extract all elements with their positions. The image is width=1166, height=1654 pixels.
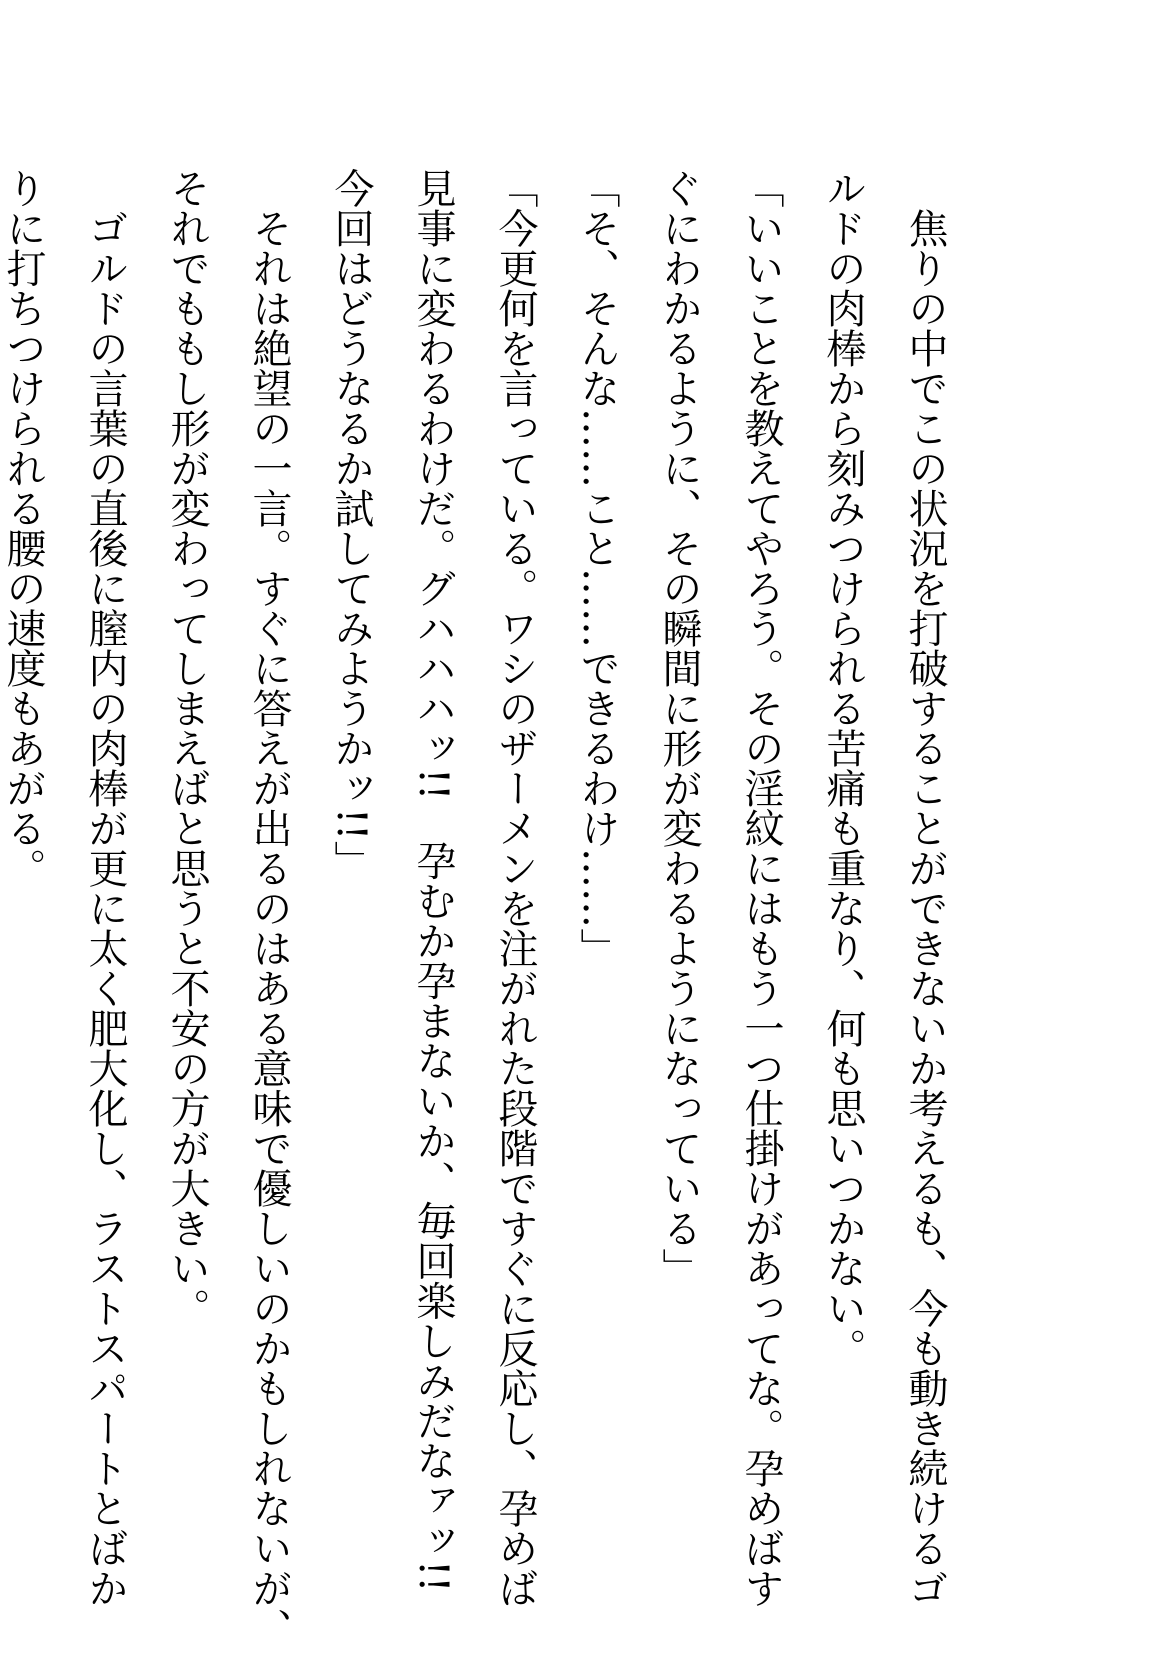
vertical-text-body	[0, 168, 966, 1648]
text-line: 「今更何を言っている。ワシのザーメンを注がれた段階ですぐに反応し、孕めば	[492, 168, 538, 1608]
text-line: 「いいことを教えてやろう。その淫紋にはもう一つ仕掛けがあってな。孕めばす	[738, 168, 784, 1608]
text-line: それは絶望の一言。すぐに答えが出るのはある意味で優しいのかもしれないが、	[246, 168, 292, 1648]
text-line: ルドの肉棒から刻みつけられる苦痛も重なり、何も思いつかない。	[820, 168, 866, 1368]
text-line: 「そ、そんな……こと……できるわけ……」	[574, 168, 620, 968]
text-line: ゴルドの言葉の直後に膣内の肉棒が更に太く肥大化し、ラストスパートとばか	[82, 168, 128, 1608]
text-line: それでももし形が変わってしまえばと思うと不安の方が大きい。	[164, 168, 210, 1328]
text-line: りに打ちつけられる腰の速度もあがる。	[0, 168, 46, 888]
text-line: 焦りの中でこの状況を打破することができないか考えるも、今も動き続けるゴ	[902, 168, 948, 1608]
text-line: 今回はどうなるか試してみようかッ!!」	[328, 168, 374, 881]
text-line: 見事に変わるわけだ。グハハハッ!! 孕むか孕まないか、毎回楽しみだなァッ!!	[410, 168, 456, 1593]
text-line: ぐにわかるように、その瞬間に形が変わるようになっている」	[656, 168, 702, 1288]
